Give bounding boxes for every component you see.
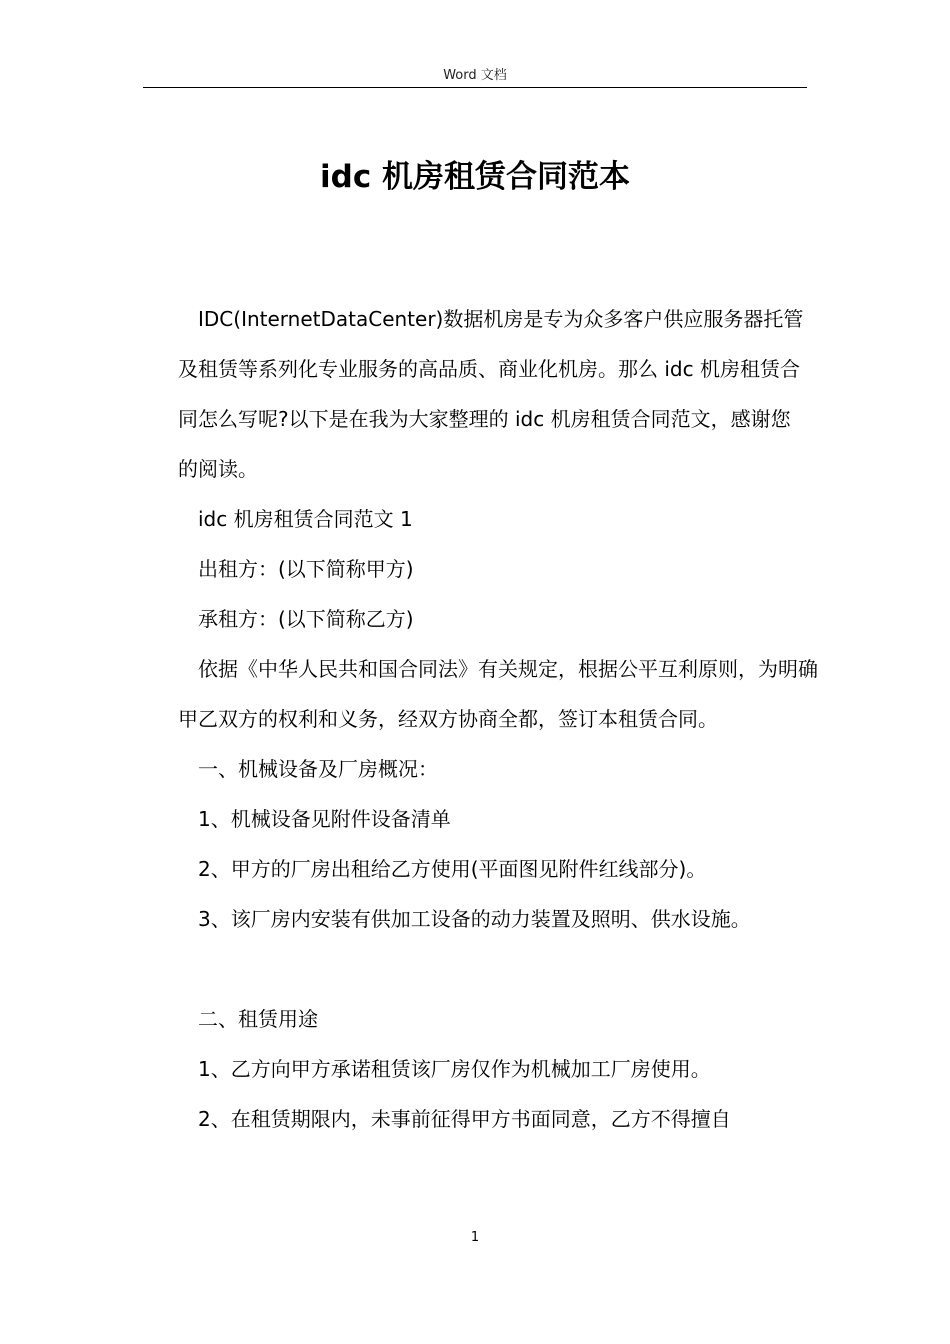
page-number: 1 xyxy=(470,1230,480,1245)
paragraph-spacer xyxy=(178,944,818,994)
clause-item: 1、乙方向甲方承诺租赁该厂房仅作为机械加工厂房使用。 xyxy=(198,1057,711,1081)
page-header: Word 文档 xyxy=(443,68,507,83)
lessor-line: 出租方：(以下简称甲方) xyxy=(198,557,414,581)
legal-basis-paragraph: 依据《中华人民共和国合同法》有关规定，根据公平互利原则，为明确甲乙双方的权利和义务，经双方协商全都，签订本租赁合同。 xyxy=(178,657,818,731)
document-title: idc 机房租赁合同范本 xyxy=(320,159,630,195)
intro-paragraph: IDC(InternetDataCenter)数据机房是专为众多客户供应服务器托管及租赁等系列化专业服务的高品质、商业化机房。那么 idc 机房租赁合同怎么写呢?以下是在我为大家整理的 idc 机房租赁合同范文，感谢您的阅读。 xyxy=(178,307,804,481)
lessee-line: 承租方：(以下简称乙方) xyxy=(198,607,414,631)
header-divider xyxy=(143,87,807,88)
clause-item: 2、在租赁期限内，未事前征得甲方书面同意，乙方不得擅自 xyxy=(198,1107,731,1131)
clause-item: 1、机械设备见附件设备清单 xyxy=(198,807,451,831)
clause-item: 2、甲方的厂房出租给乙方使用(平面图见附件红线部分)。 xyxy=(198,857,707,881)
sample-heading: idc 机房租赁合同范文 1 xyxy=(198,507,413,531)
section-heading-equipment: 一、机械设备及厂房概况： xyxy=(198,757,438,781)
section-heading-usage: 二、租赁用途 xyxy=(198,1007,318,1031)
clause-item: 3、该厂房内安装有供加工设备的动力装置及照明、供水设施。 xyxy=(198,907,751,931)
document-body xyxy=(178,294,818,1144)
